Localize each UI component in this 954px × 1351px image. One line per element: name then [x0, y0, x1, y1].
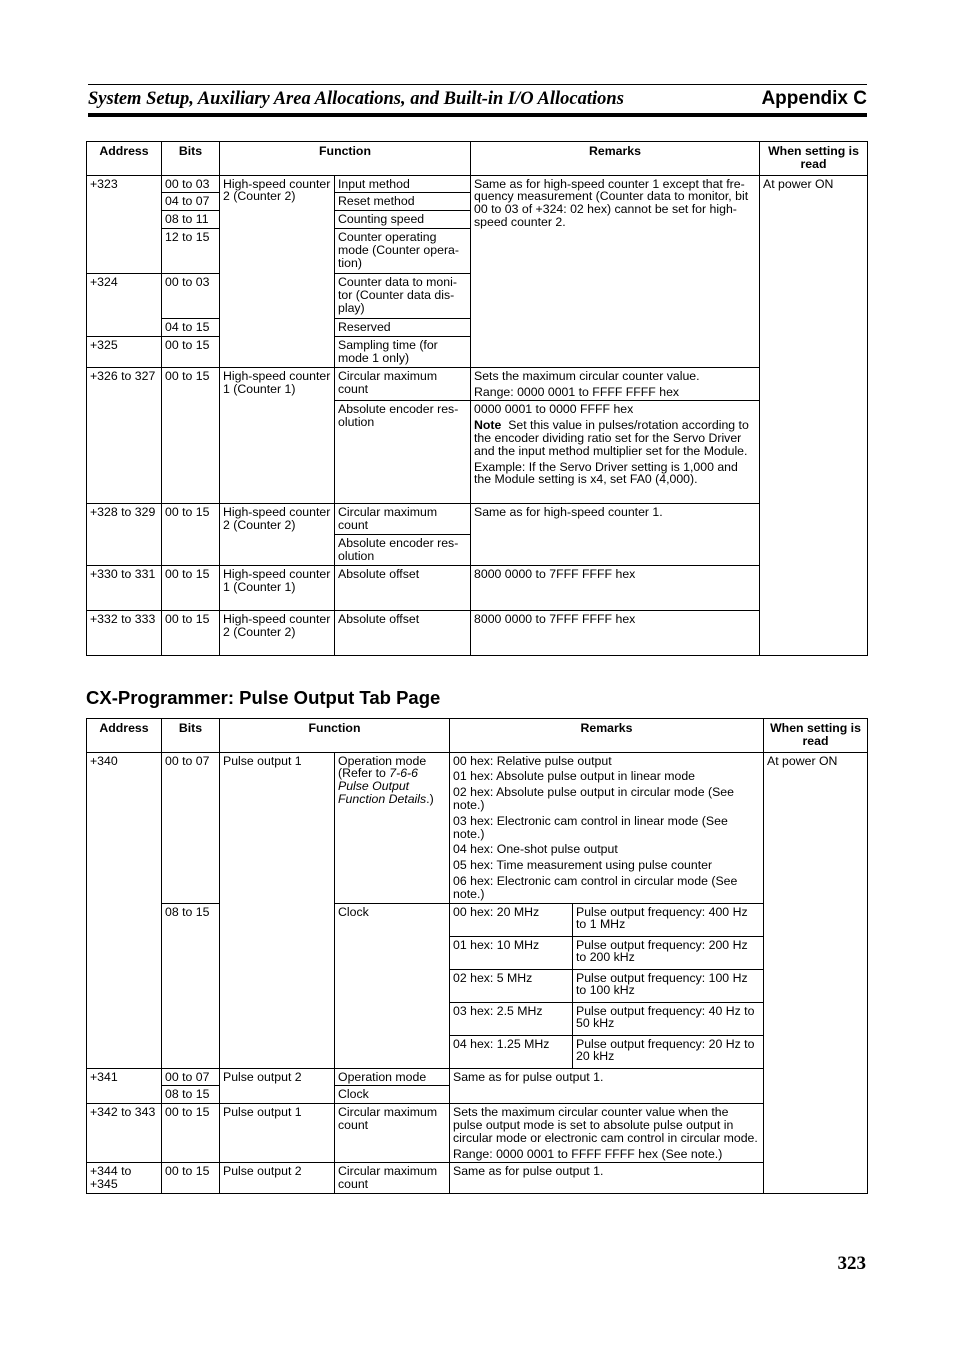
bits-cell: 08 to 15	[162, 1086, 220, 1104]
bits-cell: 04 to 07	[162, 193, 220, 211]
mode-line: 04 hex: One-shot pulse output	[453, 842, 618, 857]
function-group-cell: Pulse output 2	[220, 1163, 335, 1194]
function-cell: Clock	[335, 903, 450, 1068]
column-header-remarks: Remarks	[450, 719, 764, 753]
running-header-appendix: Appendix C	[761, 88, 867, 109]
column-header-bits: Bits	[162, 142, 220, 176]
clock-frequency-cell: Pulse output frequency: 40 Hz to 50 kHz	[573, 1002, 764, 1035]
remarks-cell: Same as for high-speed counter 1.	[471, 504, 760, 566]
function-group-cell: High-speed counter 2 (Counter 2)	[220, 611, 335, 656]
bits-cell: 00 to 15	[162, 367, 220, 504]
function-cell: Counter data to moni-tor (Counter data dis-play)	[335, 273, 471, 318]
page-number: 323	[837, 1253, 866, 1274]
remarks-cell: Same as for high-speed counter 1 except that fre-quency measurement (Counter data to monitor, bit 00 to 03 of +324: 02 hex) cannot be set for high-speed counter 2.	[471, 175, 760, 367]
function-cell: Circular maximum count	[335, 367, 471, 401]
bits-cell: 12 to 15	[162, 228, 220, 273]
mode-line: 01 hex: Absolute pulse output in linear mode	[453, 769, 696, 784]
header-rule-top	[88, 84, 867, 85]
note-text: Set this value in pulses/rotation according to the encoder dividing ratio set for the Servo Driver and the input method multiplier set for the Module.	[474, 418, 749, 458]
function-cell: Input method	[335, 175, 471, 193]
bits-cell: 00 to 15	[162, 504, 220, 566]
function-group-cell: Pulse output 2	[220, 1068, 335, 1104]
bits-cell: 00 to 07	[162, 1068, 220, 1086]
table-row	[87, 611, 868, 656]
function-cell: Counting speed	[335, 211, 471, 229]
clock-frequency-cell: Pulse output frequency: 400 Hz to 1 MHz	[573, 903, 764, 936]
address-cell: +340	[87, 752, 162, 1068]
address-cell: +330 to 331	[87, 566, 162, 611]
clock-code-cell: 03 hex: 2.5 MHz	[450, 1002, 573, 1035]
column-header-address: Address	[87, 142, 162, 176]
table-header-row	[87, 142, 868, 176]
bits-cell: 00 to 15	[162, 566, 220, 611]
clock-code-cell: 01 hex: 10 MHz	[450, 936, 573, 969]
address-cell: +325	[87, 336, 162, 367]
high-speed-counter-settings-table	[86, 141, 868, 656]
bits-cell: 00 to 03	[162, 175, 220, 193]
function-cell: Sampling time (for mode 1 only)	[335, 336, 471, 367]
when-read-cell: At power ON	[764, 752, 868, 1194]
function-cell: Absolute offset	[335, 566, 471, 611]
running-header-title: System Setup, Auxiliary Area Allocations, and Built-in I/O Allocations	[88, 89, 624, 109]
bits-cell: 00 to 03	[162, 273, 220, 318]
address-cell: +323	[87, 175, 162, 273]
mode-line: 02 hex: Absolute pulse output in circular mode (See note.)	[453, 785, 734, 812]
bits-cell: 08 to 11	[162, 211, 220, 229]
section-heading: CX-Programmer: Pulse Output Tab Page	[86, 687, 441, 708]
when-read-cell: At power ON	[760, 175, 868, 656]
operation-mode-label: Operation mode (Refer to	[338, 753, 427, 781]
bits-cell: 04 to 15	[162, 318, 220, 336]
mode-line: 05 hex: Time measurement using pulse counter	[453, 858, 713, 873]
address-cell: +326 to 327	[87, 367, 162, 504]
remarks-cell	[471, 367, 760, 401]
remark-line: Range: 0000 0001 to FFFF FFFF hex (See note.)	[453, 1146, 723, 1161]
function-group-cell: Pulse output 1	[220, 752, 335, 1068]
function-cell: Counter operating mode (Counter opera-tion)	[335, 228, 471, 273]
function-cell: Circular maximum count	[335, 1104, 450, 1163]
address-cell: +341	[87, 1068, 162, 1104]
table-row	[87, 175, 868, 193]
function-group-cell: High-speed counter 2 (Counter 2)	[220, 175, 335, 367]
clock-code-cell: 00 hex: 20 MHz	[450, 903, 573, 936]
table-row	[87, 1068, 868, 1086]
function-group-cell: High-speed counter 1 (Counter 1)	[220, 367, 335, 504]
bits-cell: 00 to 15	[162, 1104, 220, 1163]
section-reference: 7-6-6 Pulse Output Function Details	[338, 766, 427, 806]
bits-cell: 00 to 07	[162, 752, 220, 903]
remark-example: Example: If the Servo Driver setting is 1,000 and the Module setting is x4, set FA0 (4,000).	[474, 459, 738, 487]
remark-note	[474, 419, 756, 457]
column-header-when-read: When setting is read	[764, 719, 868, 753]
bits-cell: 08 to 15	[162, 903, 220, 1068]
clock-frequency-cell: Pulse output frequency: 100 Hz to 100 kHz	[573, 969, 764, 1002]
table-row	[87, 367, 868, 401]
function-cell: Circular maximum count	[335, 1163, 450, 1194]
column-header-function: Function	[220, 719, 450, 753]
table-row	[87, 1163, 868, 1194]
remarks-cell	[471, 401, 760, 504]
function-group-cell: High-speed counter 2 (Counter 2)	[220, 504, 335, 566]
remarks-cell: 8000 0000 to 7FFF FFFF hex	[471, 611, 760, 656]
remark-line: Sets the maximum circular counter value.	[474, 368, 700, 383]
column-header-function: Function	[220, 142, 471, 176]
clock-code-cell: 04 hex: 1.25 MHz	[450, 1035, 573, 1068]
function-cell: Operation mode	[335, 1068, 450, 1086]
remarks-cell: 8000 0000 to 7FFF FFFF hex	[471, 566, 760, 611]
remarks-cell: Same as for pulse output 1.	[450, 1068, 764, 1104]
clock-frequency-cell: Pulse output frequency: 200 Hz to 200 kHz	[573, 936, 764, 969]
mode-line: 03 hex: Electronic cam control in linear mode (See note.)	[453, 813, 728, 841]
column-header-remarks: Remarks	[471, 142, 760, 176]
remark-line: Sets the maximum circular counter value when the pulse output mode is set to absolute pulse output in circular mode or electronic cam control in circular mode.	[453, 1105, 758, 1145]
function-group-cell: High-speed counter 1 (Counter 1)	[220, 566, 335, 611]
remarks-cell	[450, 752, 764, 903]
remarks-cell: Same as for pulse output 1.	[450, 1163, 764, 1194]
address-cell: +342 to 343	[87, 1104, 162, 1163]
remarks-cell	[450, 1104, 764, 1163]
address-cell: +344 to +345	[87, 1163, 162, 1194]
table-row	[87, 1104, 868, 1163]
remark-line: 0000 0001 to 0000 FFFF hex	[474, 402, 634, 417]
address-cell: +332 to 333	[87, 611, 162, 656]
column-header-when-read: When setting is read	[760, 142, 868, 176]
clock-frequency-cell: Pulse output frequency: 20 Hz to 20 kHz	[573, 1035, 764, 1068]
table-row	[87, 566, 868, 611]
function-cell: Absolute encoder res-olution	[335, 535, 471, 566]
remark-line: Range: 0000 0001 to FFFF FFFF hex	[474, 384, 680, 399]
function-cell: Reserved	[335, 318, 471, 336]
address-cell: +328 to 329	[87, 504, 162, 566]
pulse-output-settings-table	[86, 718, 868, 1194]
table-header-row	[87, 719, 868, 753]
clock-code-cell: 02 hex: 5 MHz	[450, 969, 573, 1002]
table-row	[87, 504, 868, 535]
function-cell	[335, 752, 450, 903]
bits-cell: 00 to 15	[162, 1163, 220, 1194]
function-group-cell: Pulse output 1	[220, 1104, 335, 1163]
table-row	[87, 752, 868, 903]
operation-mode-suffix: .)	[426, 791, 434, 806]
header-rule-bottom	[88, 113, 867, 117]
function-cell: Absolute encoder res-olution	[335, 401, 471, 504]
mode-line: 06 hex: Electronic cam control in circular mode (See note.)	[453, 873, 738, 901]
bits-cell: 00 to 15	[162, 611, 220, 656]
table-row	[87, 903, 868, 936]
function-cell: Absolute offset	[335, 611, 471, 656]
address-cell: +324	[87, 273, 162, 336]
function-cell: Clock	[335, 1086, 450, 1104]
mode-line: 00 hex: Relative pulse output	[453, 753, 612, 768]
column-header-bits: Bits	[162, 719, 220, 753]
function-cell: Circular maximum count	[335, 504, 471, 535]
bits-cell: 00 to 15	[162, 336, 220, 367]
function-cell: Reset method	[335, 193, 471, 211]
column-header-address: Address	[87, 719, 162, 753]
note-label: Note	[474, 418, 502, 433]
